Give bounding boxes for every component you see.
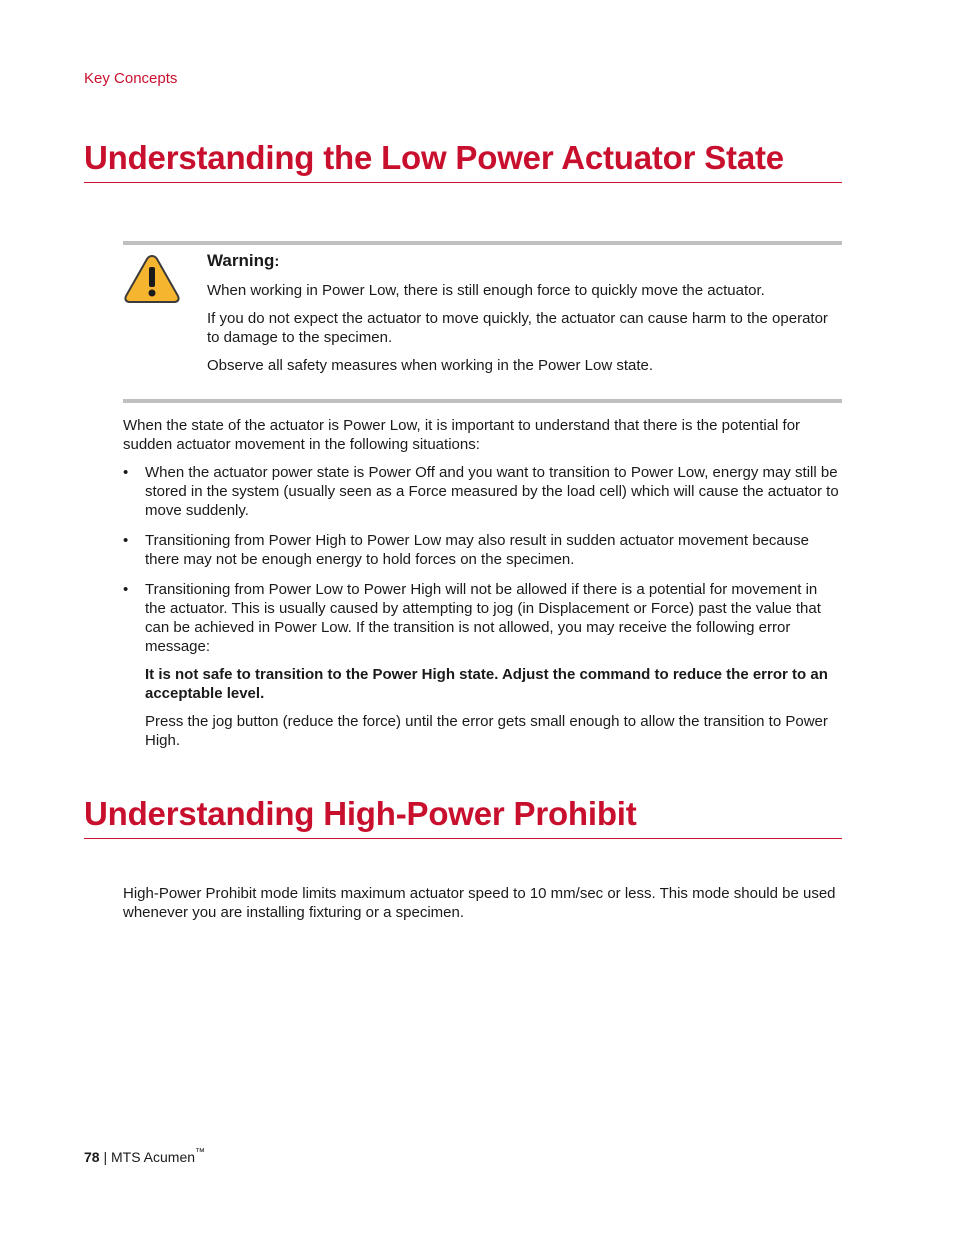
list-item — [123, 463, 842, 520]
warning-content — [207, 251, 843, 384]
warning-paragraph: When working in Power Low, there is still enough force to quickly move the actuator. — [207, 282, 765, 299]
warning-triangle-icon — [123, 253, 181, 305]
intro-paragraph: When the state of the actuator is Power Low, it is important to understand that there is the potential for sudden actuator movement in the following situations: — [123, 417, 801, 453]
list-item — [123, 580, 842, 750]
warning-box — [123, 241, 842, 403]
trademark-symbol: ™ — [195, 1147, 206, 1158]
footer-separator: | — [103, 1149, 108, 1165]
warning-top-rule — [123, 241, 842, 245]
page-footer — [84, 1149, 205, 1165]
high-power-prohibit-paragraph: High-Power Prohibit mode limits maximum actuator speed to 10 mm/sec or less. This mode should be used whenever you are installing fixturing or a specimen. — [123, 885, 836, 921]
bullet-marker: • — [123, 581, 129, 598]
warning-heading: Warning: — [207, 251, 280, 270]
warning-paragraph: Observe all safety measures when working in the Power Low state. — [207, 357, 654, 374]
section-title-high-power-prohibit: Understanding High-Power Prohibit — [84, 794, 842, 839]
bullet-marker: • — [123, 464, 129, 481]
situation-list — [123, 463, 842, 761]
bullet-marker: • — [123, 532, 129, 549]
page-number: 78 — [84, 1149, 100, 1165]
list-item-text: Transitioning from Power High to Power Low may also result in sudden actuator movement because there may not be enough energy to hold forces on the specimen. — [145, 532, 809, 568]
breadcrumb: Key Concepts — [84, 70, 178, 87]
warning-bottom-rule — [123, 399, 842, 403]
list-item — [123, 531, 842, 569]
section-title-low-power: Understanding the Low Power Actuator State — [84, 138, 842, 183]
warning-paragraph: If you do not expect the actuator to move quickly, the actuator can cause harm to the operator to damage to the specimen. — [207, 310, 828, 346]
error-message: It is not safe to transition to the Power High state. Adjust the command to reduce the error to an acceptable level. — [145, 666, 828, 702]
product-name: MTS Acumen — [111, 1149, 196, 1165]
list-item-text: When the actuator power state is Power Off and you want to transition to Power Low, energy may still be stored in the system (usually seen as a Force measured by the load cell) which will cause the actuator to move suddenly. — [145, 464, 839, 519]
list-item-text: Transitioning from Power Low to Power High will not be allowed if there is a potential for movement in the actuator. This is usually caused by attempting to jog (in Displacement or Force) past the value that can be achieved in Power Low. If the transition is not allowed, you may receive the following error message: — [145, 581, 821, 655]
after-message: Press the jog button (reduce the force) until the error gets small enough to allow the transition to Power High. — [145, 713, 828, 749]
